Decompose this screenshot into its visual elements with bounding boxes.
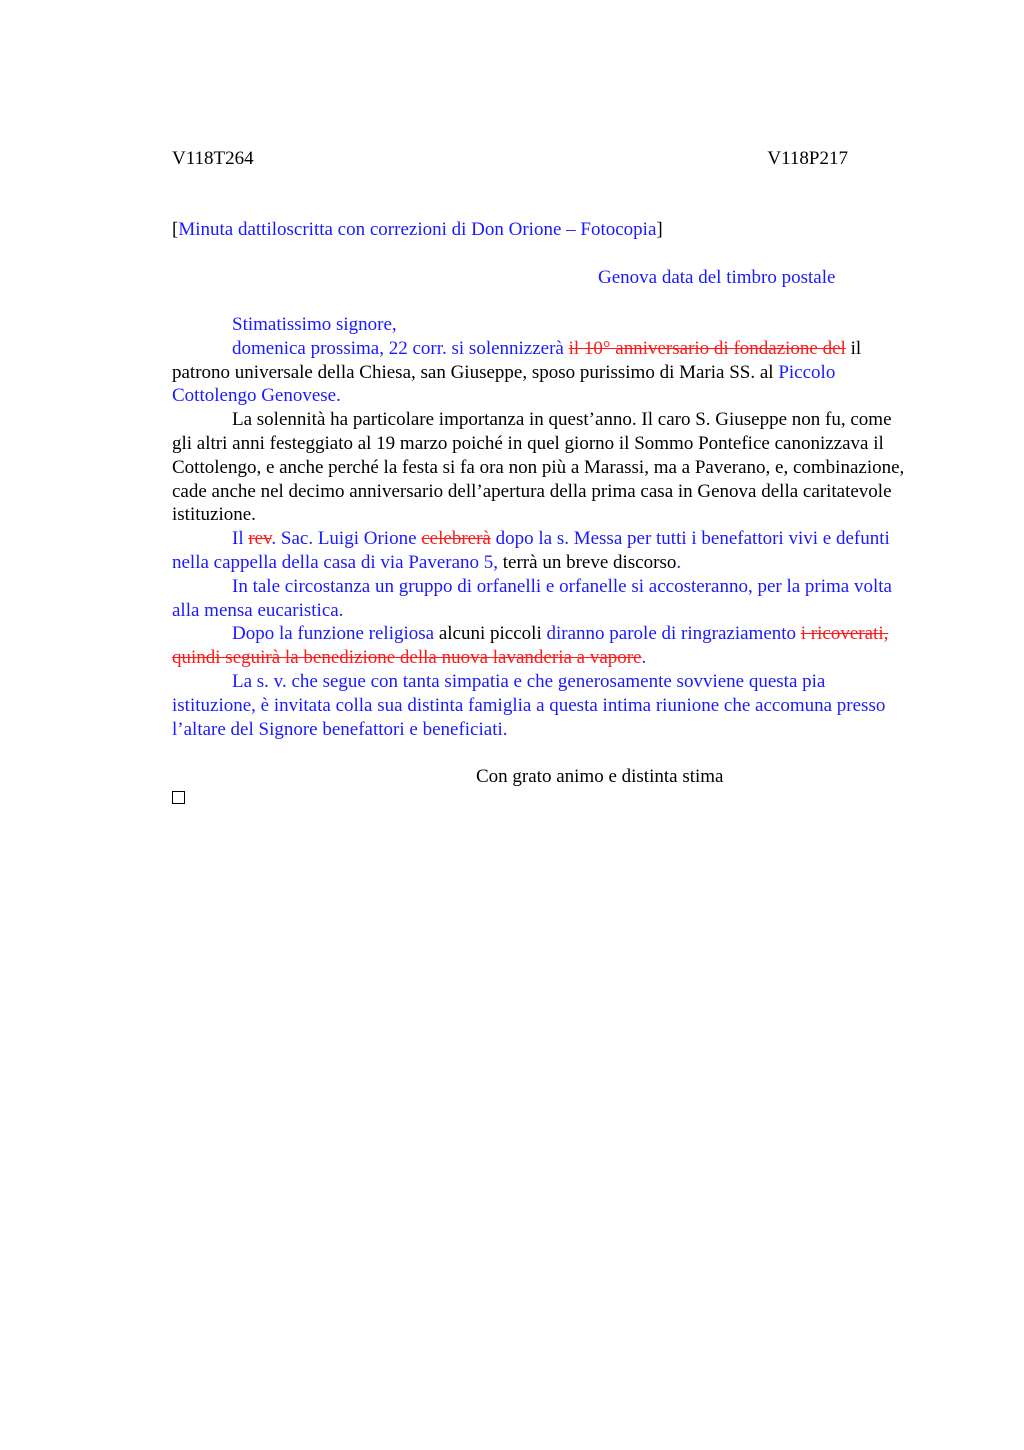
p5-deletion: i ricoverati, quindi seguirà la benedizione della nuova lavanderia a vapore [172,623,889,669]
paragraph-6: La s. v. che segue con tanta simpatia e che generosamente sovviene questa pia istituzione, è invitata colla sua distinta famiglia a questa intima riunione che accomuna presso l’altare del Signore benefattori e beneficiati. [172,670,886,740]
code-right: V118P217 [767,148,848,169]
paragraph-3 [172,527,912,575]
p5-text-d: . [641,647,647,669]
salutation: Stimatissimo signore, [232,314,397,335]
p3-text-c: dopo la s. Messa per tutti i benefattori vivi e defunti nella cappella della casa di via Paverano 5, [172,528,890,573]
p1-deletion: il 10° anniversario di fondazione del [568,337,846,359]
p3-deletion-1: rev [248,528,272,550]
letter-body [172,313,912,741]
code-left: V118T264 [172,148,254,169]
paragraph-4: In tale circostanza un gruppo di orfanelli e orfanelle si accosteranno, per la prima volta alla mensa eucaristica. [172,575,892,621]
p5-text-b: alcuni piccoli [434,623,547,645]
p3-text-d: terrà un breve discorso [498,551,677,573]
p1-text-a: domenica prossima, 22 corr. si solennizzerà [232,337,569,359]
p5-text-c: diranno parole di ringraziamento [546,623,801,645]
header-note [172,218,663,242]
header-note-open-bracket: [ [172,219,179,240]
p1-text-b: il patrono universale della Chiesa, san Giuseppe, sposo purissimo di Maria SS. al [172,337,862,383]
closing-line: Con grato animo e distinta stima [476,766,724,787]
paragraph-5 [172,622,912,670]
paragraph-1 [172,337,912,408]
dateline: Genova data del timbro postale [598,267,836,288]
p1-text-c: Piccolo Cottolengo Genovese. [172,361,836,407]
p5-text-a: Dopo la funzione religiosa [232,623,435,645]
empty-square-icon [172,791,185,804]
p3-deletion-2: celebrerà [421,528,491,550]
header-note-close-bracket: ] [656,219,663,240]
header-note-text: Minuta dattiloscritta con correzioni di Don Orione – Fotocopia [178,219,657,240]
p3-text-e: . [676,551,682,573]
document-codes [172,148,848,170]
p3-text-a: Il [232,528,249,550]
p3-text-b: . Sac. Luigi Orione [271,528,422,550]
paragraph-2: La solennità ha particolare importanza in quest’anno. Il caro S. Giuseppe non fu, come gli altri anni festeggiato al 19 marzo poiché in quel giorno il Sommo Pontefice canonizzava il Cottolengo, e anche perché la festa si fa ora non più a Marassi, ma a Paverano, e, combinazione, cade anche nel decimo anniversario dell’apertura della prima casa in Genova della caritatevole istituzione. [172,409,905,526]
